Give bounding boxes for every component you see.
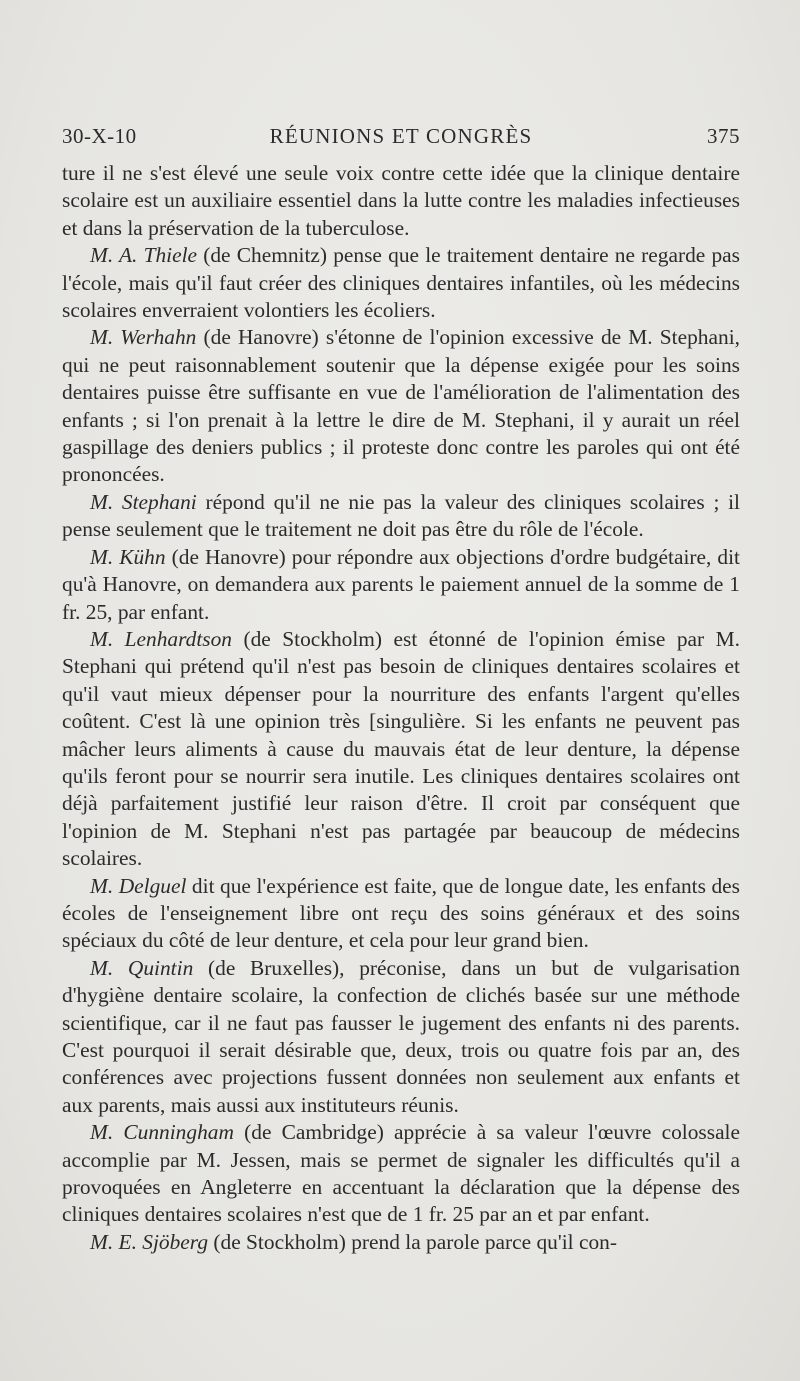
paragraph-text: (de Chemnitz) pense que le traitement dentaire ne regarde pas l'école, mais qu'il faut créer des cliniques dentaires infantiles, où les médecins scolaires enverraient volontiers les écoliers.	[62, 243, 740, 323]
paragraph-text: (de Bruxelles), préconise, dans un but de vulgarisation d'hygiène dentaire scolaire, la confection de clichés basée sur une méthode scientifique, car il ne faut pas fausser le jugement des enfants ni des parents. C'est pourquoi il serait désirable que, deux, trois ou quatre fois par an, des conférences avec projections fussent données non seulement aux enfants et aux parents, mais aussi aux instituteurs réunis.	[62, 955, 740, 1117]
paragraph-text: dit que l'expérience est faite, que de longue date, les enfants des écoles de l'enseignement libre ont reçu des soins généraux et des soins spéciaux du côté de leur denture, et cela pour leur grand bien.	[62, 873, 740, 953]
speaker-name: M. E. Sjöberg	[90, 1229, 209, 1254]
running-header	[62, 124, 740, 154]
page-number: 375	[707, 124, 740, 148]
speaker-name: M. Werhahn	[90, 325, 197, 350]
header-title: RÉUNIONS ET CONGRÈS	[269, 124, 533, 148]
paragraph	[62, 489, 740, 544]
speaker-name: M. Quintin	[90, 955, 194, 980]
paragraph	[62, 324, 740, 488]
paragraph-text: (de Cambridge) apprécie à sa valeur l'œuvre colossale accomplie par M. Jessen, mais se permet de signaler les difficultés qu'il a provoquées en Angleterre en accentuant la déclaration que la dépense des cliniques dentaires scolaires n'est que de 1 fr. 25 par an et par enfant.	[62, 1120, 740, 1227]
body-text	[62, 160, 740, 1256]
speaker-name: M. Stephani	[90, 489, 197, 514]
paragraph-text: ture il ne s'est élevé une seule voix contre cette idée que la clinique dentaire scolaire est un auxiliaire essentiel dans la lutte contre les maladies infectieuses et dans la préservation de la tuberculose.	[62, 161, 740, 240]
speaker-name: M. Kühn	[90, 544, 166, 569]
paragraph-text: (de Hanovre) s'étonne de l'opinion excessive de M. Stephani, qui ne peut raisonnablement soutenir que la dépense exigée pour les soins dentaires puisse être suffisante en vue de l'amélioration de l'alimentation des enfants ; si l'on prenait à la lettre le dire de M. Stephani, il y aurait un réel gaspillage des deniers publics ; il proteste donc contre les paroles qui ont été prononcées.	[62, 325, 740, 487]
speaker-name: M. Cunningham	[90, 1120, 234, 1145]
paragraph	[62, 1119, 740, 1229]
paragraph	[62, 955, 740, 1119]
header-date: 30-X-10	[62, 124, 137, 148]
paragraph-text: (de Stockholm) est étonné de l'opinion émise par M. Stephani qui prétend qu'il n'est pas besoin de cliniques dentaires scolaires et qu'il vaut mieux dépenser pour la nourriture des enfants l'argent qu'elles coûtent. C'est là une opinion très [singulière. Si les enfants ne peuvent pas mâcher leurs aliments à cause du mauvais état de leur denture, la dépense qu'ils feront pour se nourrir sera inutile. Les cliniques dentaires scolaires ont déjà parfaitement justifié leur raison d'être. Il croit par conséquent que l'opinion de M. Stephani n'est pas partagée par beaucoup de médecins scolaires.	[62, 626, 741, 871]
speaker-name: M. Lenhardtson	[90, 626, 232, 651]
paragraph	[62, 242, 740, 324]
speaker-name: M. A. Thiele	[90, 243, 198, 268]
paragraph-text: (de Hanovre) pour répondre aux objections d'ordre budgétaire, dit qu'à Hanovre, on demandera aux parents le paiement annuel de la somme de 1 fr. 25, par enfant.	[62, 544, 740, 624]
paragraph	[62, 160, 740, 242]
paragraph	[62, 1229, 740, 1256]
paragraph	[62, 626, 740, 873]
paragraph-text: répond qu'il ne nie pas la valeur des cliniques scolaires ; il pense seulement que le traitement ne doit pas être du rôle de l'école.	[62, 489, 741, 542]
speaker-name: M. Delguel	[90, 873, 187, 898]
paragraph	[62, 873, 740, 955]
paragraph	[62, 544, 740, 626]
paragraph-text: (de Stockholm) prend la parole parce qu'il con-	[208, 1229, 617, 1254]
